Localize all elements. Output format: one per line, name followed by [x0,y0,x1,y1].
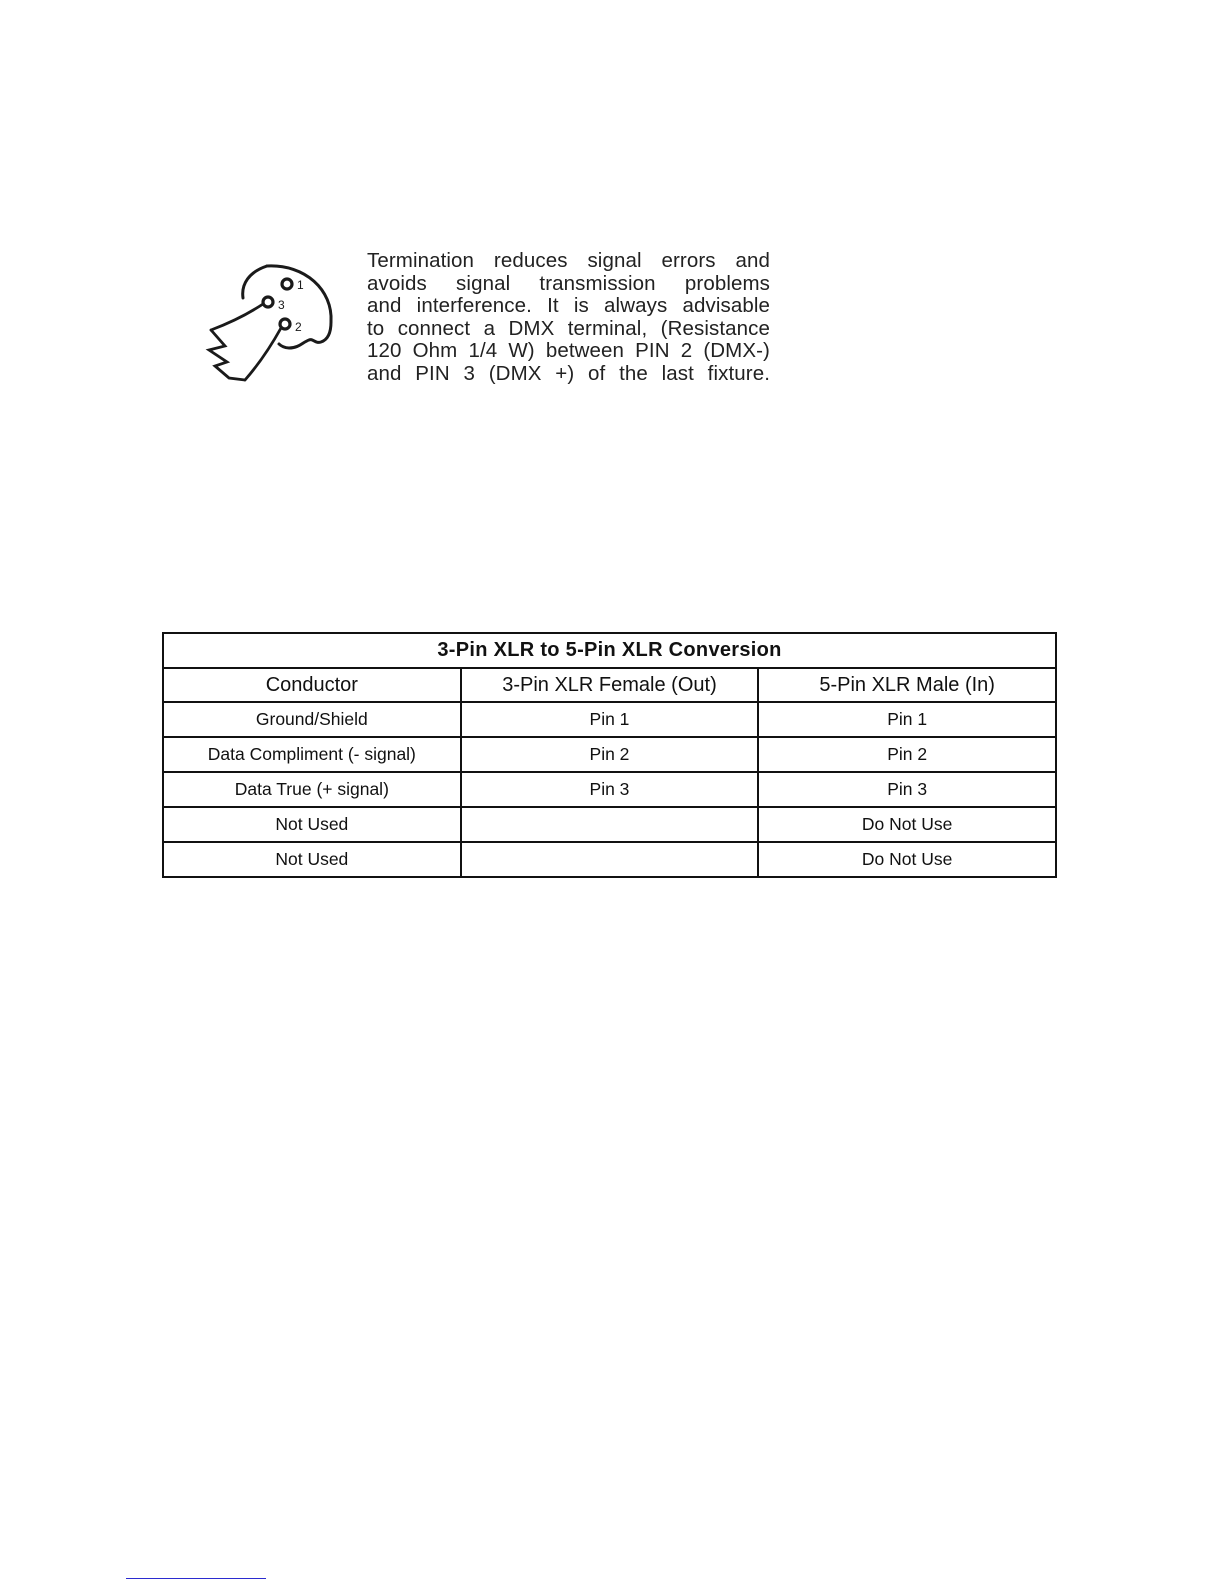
table-row [163,772,1056,807]
termination-line-4: to connect a DMX terminal, (Resistance [367,316,770,340]
table-cell-5pin: Pin 3 [758,772,1056,807]
pin-1-label: 1 [297,278,304,292]
termination-line-3: and interference. It is always advisable [367,294,770,318]
resistor-zigzag [209,330,245,380]
table-cell-conductor: Not Used [163,807,461,842]
pin-3-label: 3 [278,298,285,312]
table-cell-5pin: Pin 2 [758,737,1056,772]
termination-section [205,250,780,390]
pin-3-dot [263,297,273,307]
table-title: 3-Pin XLR to 5-Pin XLR Conversion [163,633,1056,668]
table-cell-3pin: Pin 3 [461,772,759,807]
table-title-row [163,633,1056,668]
table-cell-5pin: Do Not Use [758,807,1056,842]
xlr-connector-left-arc [243,266,267,298]
table-row [163,807,1056,842]
table-cell-3pin: Pin 1 [461,702,759,737]
table-row [163,702,1056,737]
table-header-row [163,668,1056,702]
termination-line-2: avoids signal transmission problems [367,271,770,295]
pin-2-label: 2 [295,320,302,334]
table-row [163,842,1056,877]
table-cell-3pin [461,807,759,842]
table-cell-conductor: Data Compliment (- signal) [163,737,461,772]
table-cell-5pin: Pin 1 [758,702,1056,737]
termination-line-6: and PIN 3 (DMX +) of the last fixture. [367,361,770,385]
xlr-terminator-icon [205,250,345,390]
pin-1-dot [282,279,292,289]
column-header-5pin: 5-Pin XLR Male (In) [758,668,1056,702]
column-header-conductor: Conductor [163,668,461,702]
termination-paragraph [367,250,770,386]
xlr-conversion-table [162,632,1057,878]
table-cell-3pin [461,842,759,877]
table-cell-conductor: Ground/Shield [163,702,461,737]
termination-line-5: 120 Ohm 1/4 W) between PIN 2 (DMX-) [367,339,770,363]
table-cell-3pin: Pin 2 [461,737,759,772]
table-cell-5pin: Do Not Use [758,842,1056,877]
table-row [163,737,1056,772]
footnote-link-rule[interactable] [126,1578,266,1579]
column-header-3pin: 3-Pin XLR Female (Out) [461,668,759,702]
termination-line-1: Termination reduces signal errors and [367,249,770,272]
resistor-lead-lower [245,328,281,380]
table-cell-conductor: Not Used [163,842,461,877]
table-cell-conductor: Data True (+ signal) [163,772,461,807]
resistor-lead-upper [211,304,263,330]
